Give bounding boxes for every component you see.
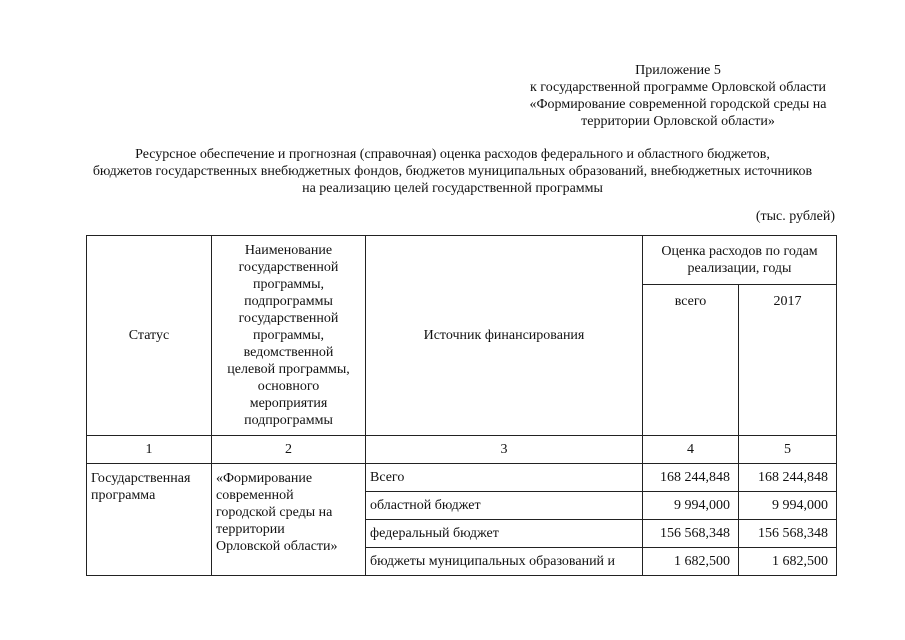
header-name-line: программы, (252, 328, 325, 343)
header-total: всего (643, 285, 739, 436)
header-estimate-line: реализации, годы (687, 261, 792, 276)
total-value: 168 244,848 (643, 464, 739, 492)
appendix-line: «Формирование современной городской среды на (529, 97, 827, 112)
total-value: 156 568,348 (643, 520, 739, 548)
program-name (212, 464, 366, 576)
header-estimate-line: Оценка расходов по годам (661, 244, 818, 259)
appendix-header (468, 62, 888, 130)
title-line: Ресурсное обеспечение и прогнозная (справочная) оценка расходов федерального и областного бюджетов, (135, 147, 770, 162)
appendix-line: Приложение 5 (635, 63, 721, 78)
program-name-line: «Формирование (216, 471, 313, 486)
appendix-line: к государственной программе Орловской области (530, 80, 826, 95)
header-name-line: государственной (238, 260, 339, 275)
year-2017-value: 9 994,000 (739, 492, 837, 520)
document-title (40, 146, 865, 197)
funding-source: областной бюджет (366, 492, 643, 520)
program-name-line: территории (216, 522, 285, 537)
header-source: Источник финансирования (366, 236, 643, 436)
program-name-line: Орловской области» (216, 539, 338, 554)
header-year: 2017 (739, 285, 837, 436)
header-name-line: программы, (252, 277, 325, 292)
header-name-line: подпрограммы (244, 413, 333, 428)
header-status: Статус (87, 236, 212, 436)
program-status-line: Государственная (91, 471, 191, 486)
header-name-line: ведомственной (243, 345, 334, 360)
table-row (87, 464, 837, 492)
column-number: 3 (366, 436, 643, 464)
header-estimate (643, 236, 837, 285)
header-name-line: основного (257, 379, 320, 394)
total-value: 1 682,500 (643, 548, 739, 576)
header-name-line: Наименование (244, 243, 333, 258)
column-number: 2 (212, 436, 366, 464)
column-number: 4 (643, 436, 739, 464)
units-label: (тыс. рублей) (755, 209, 835, 224)
funding-source: Всего (366, 464, 643, 492)
column-number-row (87, 436, 837, 464)
title-line: на реализацию целей государственной программы (302, 181, 603, 196)
program-status (87, 464, 212, 576)
year-2017-value: 1 682,500 (739, 548, 837, 576)
header-name (212, 236, 366, 436)
header-name-line: целевой программы, (227, 362, 350, 377)
header-name-line: мероприятия (249, 396, 328, 411)
header-row (87, 236, 837, 285)
budget-table (86, 235, 837, 576)
appendix-line: территории Орловской области» (581, 114, 775, 129)
program-name-line: городской среды на (216, 505, 333, 520)
column-number: 1 (87, 436, 212, 464)
program-name-line: современной (216, 488, 294, 503)
year-2017-value: 156 568,348 (739, 520, 837, 548)
program-status-line: программа (91, 488, 156, 503)
funding-source: бюджеты муниципальных образований и (366, 548, 643, 576)
total-value: 9 994,000 (643, 492, 739, 520)
column-number: 5 (739, 436, 837, 464)
header-name-line: подпрограммы (244, 294, 333, 309)
header-name-line: государственной (238, 311, 339, 326)
year-2017-value: 168 244,848 (739, 464, 837, 492)
funding-source: федеральный бюджет (366, 520, 643, 548)
title-line: бюджетов государственных внебюджетных фондов, бюджетов муниципальных образований, внебюджетных источников (92, 164, 813, 179)
